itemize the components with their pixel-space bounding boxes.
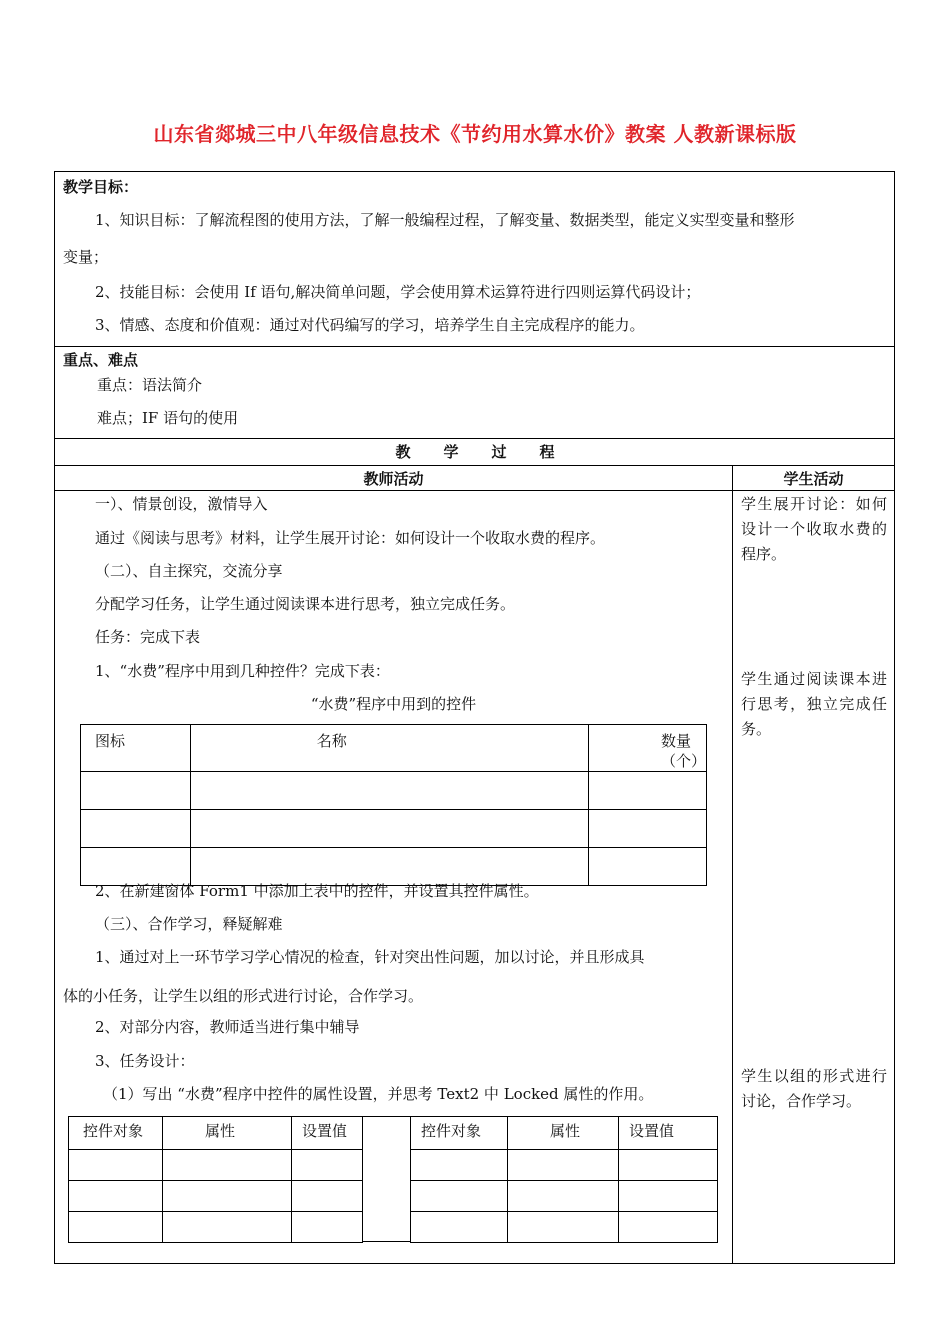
controls-table <box>80 724 707 886</box>
question-1: 1、“水费”程序中用到几种控件？完成下表： <box>95 662 390 680</box>
table-cell <box>69 1212 163 1243</box>
divider <box>55 438 894 439</box>
property-table-right <box>410 1116 718 1243</box>
table-cell <box>163 1212 292 1243</box>
table-row <box>411 1212 718 1243</box>
table-cell <box>81 848 191 886</box>
table-cell <box>411 1181 508 1212</box>
process-heading: 教 学 过 程 <box>395 443 556 461</box>
table-header-cell: 控件对象 <box>69 1117 163 1150</box>
objectives-heading: 教学目标： <box>63 178 139 196</box>
property-table-left <box>68 1116 363 1243</box>
table-header-cell: 数量（个） <box>589 725 707 772</box>
table-row <box>69 1212 363 1243</box>
table-cell <box>589 772 707 810</box>
section-heading: （二）、自主探究，交流分享 <box>95 562 283 580</box>
divider <box>55 346 894 347</box>
lesson-plan-table <box>54 171 895 1264</box>
table-cell <box>292 1150 363 1181</box>
table-spacer <box>363 1116 410 1242</box>
objective-attitude: 3、情感、态度和价值观：通过对代码编写的学习，培养学生自主完成程序的能力。 <box>95 316 645 334</box>
divider <box>55 490 894 491</box>
table-header-cell: 属性 <box>508 1117 619 1150</box>
question-2: 2、在新建窗体 Form1 中添加上表中的控件，并设置其控件属性。 <box>95 882 539 900</box>
table-row <box>411 1150 718 1181</box>
table-cell <box>69 1150 163 1181</box>
table-cell <box>190 810 588 848</box>
table-cell <box>619 1150 718 1181</box>
paragraph-cont: 体的小任务，让学生以组的形式进行讨论，合作学习。 <box>63 987 424 1005</box>
key-point: 重点：语法简介 <box>97 376 203 394</box>
section-heading: （三）、合作学习，释疑解难 <box>95 915 283 933</box>
student-activity-1: 学生展开讨论：如何设计一个收取水费的程序。 <box>741 495 887 563</box>
student-activity-3: 学生以组的形式进行讨论，合作学习。 <box>741 1067 887 1110</box>
table-cell <box>619 1212 718 1243</box>
table-row <box>69 1181 363 1212</box>
table-header-row <box>69 1117 363 1150</box>
table-cell <box>190 848 588 886</box>
table-header-row <box>81 725 707 772</box>
table-header-cell: 设置值 <box>292 1117 363 1150</box>
teacher-activity-header: 教师活动 <box>363 470 424 488</box>
student-activity-header: 学生活动 <box>783 470 844 488</box>
column-divider <box>732 465 733 1264</box>
table-cell <box>190 772 588 810</box>
table-cell <box>619 1181 718 1212</box>
table-cell <box>589 848 707 886</box>
paragraph: 2、对部分内容，教师适当进行集中辅导 <box>95 1018 360 1036</box>
divider <box>55 465 894 466</box>
student-activity-2: 学生通过阅读课本进行思考，独立完成任务。 <box>741 670 887 738</box>
table-cell <box>69 1181 163 1212</box>
table-cell <box>81 772 191 810</box>
table-cell <box>292 1212 363 1243</box>
paragraph: 通过《阅读与思考》材料，让学生展开讨论：如何设计一个收取水费的程序。 <box>95 529 606 547</box>
paragraph: 分配学习任务，让学生通过阅读课本进行思考，独立完成任务。 <box>95 595 516 613</box>
table-row <box>81 848 707 886</box>
table-cell <box>163 1181 292 1212</box>
table-cell <box>508 1150 619 1181</box>
task-line: 任务：完成下表 <box>95 628 201 646</box>
table-cell <box>508 1181 619 1212</box>
table-row <box>411 1181 718 1212</box>
table-header-cell: 设置值 <box>619 1117 718 1150</box>
table-row <box>81 772 707 810</box>
table-header-cell: 控件对象 <box>411 1117 508 1150</box>
table-cell <box>81 810 191 848</box>
table-header-row <box>411 1117 718 1150</box>
table-cell <box>292 1181 363 1212</box>
table-row <box>69 1150 363 1181</box>
table-cell <box>411 1150 508 1181</box>
paragraph: 1、通过对上一环节学习学心情况的检查，针对突出性问题，加以讨论，并且形成具 <box>95 948 645 966</box>
objective-knowledge: 1、知识目标：了解流程图的使用方法，了解一般编程过程，了解变量、数据类型，能定义实型变量和整形 <box>95 211 795 229</box>
paragraph: 3、任务设计： <box>95 1052 195 1070</box>
table-cell <box>508 1212 619 1243</box>
objective-skill: 2、技能目标：会使用 If 语句,解决简单问题，学会使用算术运算符进行四则运算代码设计； <box>95 283 701 301</box>
table-header-cell: 名称 <box>190 725 588 772</box>
table-cell <box>163 1150 292 1181</box>
table1-caption: “水费”程序中用到的控件 <box>310 695 477 713</box>
table-cell <box>411 1212 508 1243</box>
table-header-cell: 属性 <box>163 1117 292 1150</box>
table-header-cell: 图标 <box>81 725 191 772</box>
difficult-point: 难点；IF 语句的使用 <box>97 409 239 427</box>
table-cell <box>589 810 707 848</box>
keypoints-heading: 重点、难点 <box>63 351 139 369</box>
table-row <box>81 810 707 848</box>
document-title: 山东省郯城三中八年级信息技术《节约用水算水价》教案 人教新课标版 <box>153 122 797 146</box>
section-heading: 一）、情景创设，激情导入 <box>95 495 268 513</box>
task-instruction: （1）写出 “水费”程序中控件的属性设置，并思考 Text2 中 Locked 属性的作用。 <box>103 1085 654 1103</box>
objective-knowledge-cont: 变量； <box>63 248 109 266</box>
